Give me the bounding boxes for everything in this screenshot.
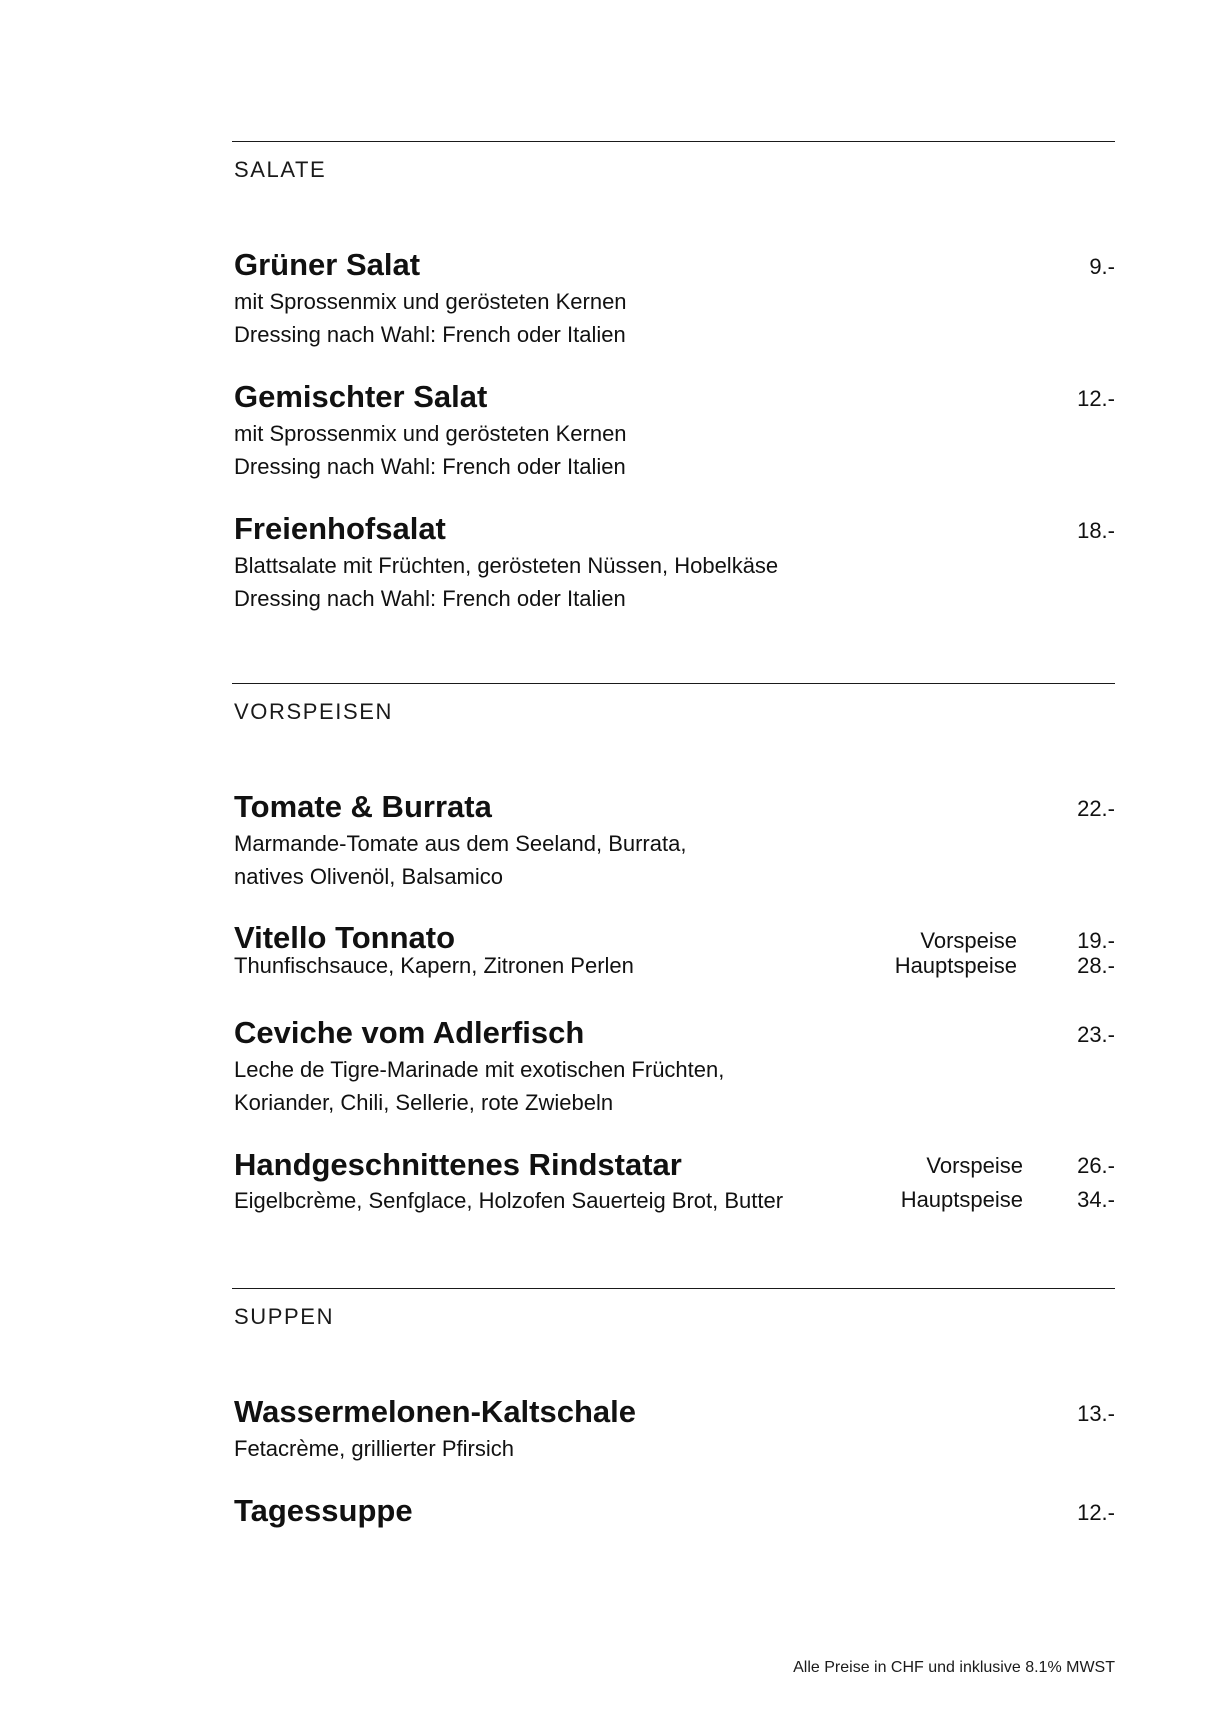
item-description — [234, 1053, 724, 1119]
section-divider — [232, 141, 1115, 142]
description-line: Fetacrème, grillierter Pfirsich — [234, 1436, 514, 1461]
section-divider — [232, 1288, 1115, 1289]
item-price: 12.- — [1077, 1500, 1115, 1525]
description-line: Dressing nach Wahl: French oder Italien — [234, 322, 626, 347]
section-divider — [232, 683, 1115, 684]
item-price: 22.- — [1077, 796, 1115, 821]
variant-price-hauptspeise: 28.- — [1077, 953, 1115, 978]
item-name: Tomate & Burrata — [234, 789, 492, 824]
item-description — [234, 953, 634, 979]
item-price: 23.- — [1077, 1022, 1115, 1047]
description-line: Eigelbcrème, Senfglace, Holzofen Sauerteig Brot, Butter — [234, 1188, 784, 1213]
item-description — [234, 827, 686, 893]
item-name: Ceviche vom Adlerfisch — [234, 1015, 585, 1050]
item-description — [234, 1432, 514, 1465]
description-line: Dressing nach Wahl: French oder Italien — [234, 454, 626, 479]
item-name: Handgeschnittenes Rindstatar — [234, 1147, 682, 1182]
item-price: 18.- — [1077, 518, 1115, 543]
description-line: Dressing nach Wahl: French oder Italien — [234, 586, 626, 611]
variant-price-vorspeise: 19.- — [1077, 928, 1115, 953]
section-title: SUPPEN — [234, 1304, 335, 1329]
item-price: 13.- — [1077, 1401, 1115, 1426]
item-description — [234, 285, 627, 351]
variant-price-hauptspeise: 34.- — [1077, 1187, 1115, 1212]
description-line: mit Sprossenmix und gerösteten Kernen — [234, 289, 627, 314]
variant-label-vorspeise: Vorspeise — [920, 928, 1017, 953]
description-line: mit Sprossenmix und gerösteten Kernen — [234, 421, 627, 446]
item-name: Grüner Salat — [234, 247, 421, 282]
section-title: SALATE — [234, 157, 327, 182]
item-description — [234, 417, 627, 483]
item-price: 9.- — [1089, 254, 1115, 279]
variant-label-hauptspeise: Hauptspeise — [894, 953, 1017, 978]
item-price: 12.- — [1077, 386, 1115, 411]
item-name: Wassermelonen-Kaltschale — [234, 1394, 637, 1429]
description-line: natives Olivenöl, Balsamico — [234, 864, 504, 889]
variant-label-hauptspeise: Hauptspeise — [900, 1187, 1023, 1212]
item-name: Tagessuppe — [234, 1493, 413, 1528]
description-line: Leche de Tigre-Marinade mit exotischen Früchten, — [234, 1057, 725, 1082]
price-footnote: Alle Preise in CHF und inklusive 8.1% MWST — [793, 1659, 1115, 1676]
item-name: Freienhofsalat — [234, 511, 446, 546]
description-line: Blattsalate mit Früchten, gerösteten Nüssen, Hobelkäse — [234, 553, 779, 578]
section-title: VORSPEISEN — [234, 699, 394, 724]
item-description — [234, 549, 778, 615]
variant-label-vorspeise: Vorspeise — [926, 1153, 1023, 1178]
item-description — [234, 1184, 783, 1217]
item-name: Vitello Tonnato — [234, 920, 456, 955]
item-name: Gemischter Salat — [234, 379, 488, 414]
description-line: Koriander, Chili, Sellerie, rote Zwiebeln — [234, 1090, 614, 1115]
description-line: Marmande-Tomate aus dem Seeland, Burrata, — [234, 831, 687, 856]
variant-price-vorspeise: 26.- — [1077, 1153, 1115, 1178]
description-line: Thunfischsauce, Kapern, Zitronen Perlen — [234, 953, 634, 978]
